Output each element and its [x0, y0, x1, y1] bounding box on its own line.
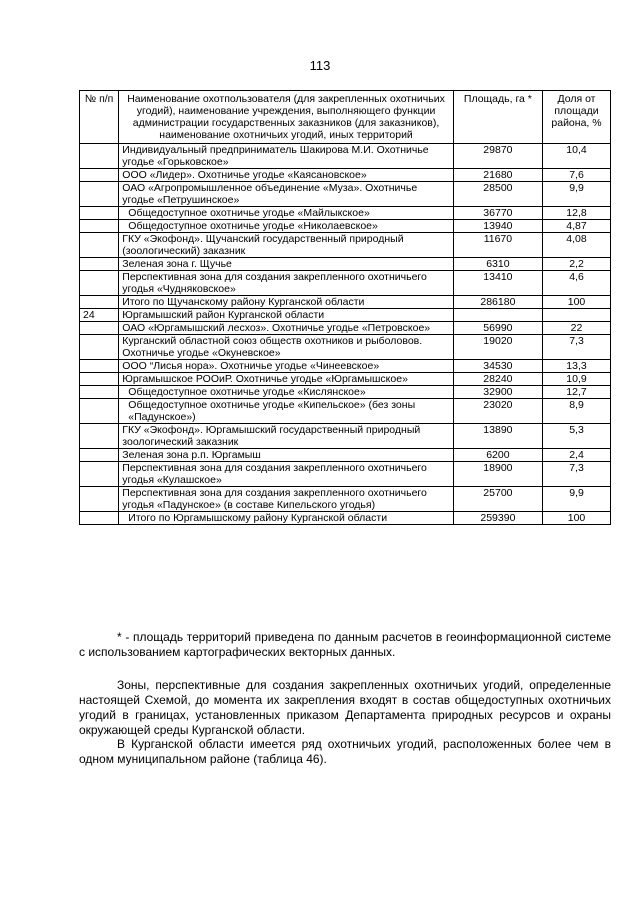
table-row	[80, 220, 611, 233]
row-share: 4,08	[543, 233, 611, 258]
row-name: ООО “Лисья нора». Охотничье угодье «Чинеевское»	[119, 360, 454, 373]
row-share: 4,87	[543, 220, 611, 233]
row-share	[543, 309, 611, 322]
table-row	[80, 335, 611, 360]
header-area: Площадь, га *	[453, 91, 542, 144]
row-area: 23020	[453, 399, 542, 424]
row-area: 13410	[453, 271, 542, 296]
row-area: 56990	[453, 322, 542, 335]
row-area	[453, 309, 542, 322]
row-num	[80, 424, 119, 449]
row-name: Перспективная зона для создания закрепленного охотничьего угодья «Падунское» (в составе Кипельского угодья)	[119, 487, 454, 512]
row-name: ОАО «Юргамышский лесхоз». Охотничье угодье «Петровское»	[119, 322, 454, 335]
row-num	[80, 386, 119, 399]
table-row	[80, 449, 611, 462]
row-name: Зеленая зона р.п. Юргамыш	[119, 449, 454, 462]
row-name: Итого по Щучанскому району Курганской области	[119, 296, 454, 309]
row-name: Курганский областной союз обществ охотников и рыболовов. Охотничье угодье «Окуневское»	[119, 335, 454, 360]
row-name: Общедоступное охотничье угодье «Николаевское»	[119, 220, 454, 233]
row-share: 22	[543, 322, 611, 335]
paragraph-zones	[79, 678, 611, 738]
row-area: 13890	[453, 424, 542, 449]
row-share: 9,9	[543, 487, 611, 512]
row-area: 259390	[453, 512, 542, 525]
table-row-district	[80, 309, 611, 322]
row-share: 12,8	[543, 207, 611, 220]
row-name: Юргамышский район Курганской области	[119, 309, 454, 322]
table-row	[80, 462, 611, 487]
row-num	[80, 449, 119, 462]
row-area: 6200	[453, 449, 542, 462]
table-row	[80, 182, 611, 207]
row-share: 100	[543, 296, 611, 309]
table-row	[80, 258, 611, 271]
row-area: 18900	[453, 462, 542, 487]
row-num	[80, 360, 119, 373]
header-num: № п/п	[80, 91, 119, 144]
footnote-text: * - площадь территорий приведена по данным расчетов в геоинформационной системе с использованием картографических векторных данных.	[79, 630, 611, 659]
header-share: Доля от площади района, %	[543, 91, 611, 144]
row-name: Общедоступное охотничье угодье «Кипельское» (без зоны «Падунское»)	[119, 399, 454, 424]
row-area: 29870	[453, 144, 542, 169]
row-num	[80, 207, 119, 220]
row-num	[80, 373, 119, 386]
row-name: ОАО «Агропромышленное объединение «Муза». Охотничье угодье «Петрушинское»	[119, 182, 454, 207]
row-share: 8,9	[543, 399, 611, 424]
row-share: 4,6	[543, 271, 611, 296]
row-area: 36770	[453, 207, 542, 220]
row-num	[80, 462, 119, 487]
row-num	[80, 233, 119, 258]
row-area: 25700	[453, 487, 542, 512]
table-row	[80, 399, 611, 424]
row-num	[80, 322, 119, 335]
hunting-grounds-table	[79, 90, 611, 525]
footnote	[79, 630, 611, 660]
row-share: 7,6	[543, 169, 611, 182]
row-name: Итого по Юргамышскому району Курганской области	[119, 512, 454, 525]
table-header-row	[80, 91, 611, 144]
row-num	[80, 399, 119, 424]
table-row	[80, 271, 611, 296]
table-row	[80, 207, 611, 220]
row-share: 9,9	[543, 182, 611, 207]
row-share: 7,3	[543, 335, 611, 360]
table-row	[80, 386, 611, 399]
row-name: Индивидуальный предприниматель Шакирова М.И. Охотничье угодье «Горьковское»	[119, 144, 454, 169]
row-area: 34530	[453, 360, 542, 373]
row-num	[80, 512, 119, 525]
row-name: Юргамышское РООиР. Охотничье угодье «Юргамышское»	[119, 373, 454, 386]
table-row	[80, 233, 611, 258]
paragraph-text: В Курганской области имеется ряд охотничьих угодий, расположенных более чем в одном муниципальном районе (таблица 46).	[79, 737, 611, 766]
row-area: 6310	[453, 258, 542, 271]
table-row	[80, 169, 611, 182]
row-num	[80, 220, 119, 233]
row-name: Зеленая зона г. Щучье	[119, 258, 454, 271]
row-area: 286180	[453, 296, 542, 309]
row-num	[80, 335, 119, 360]
table-row	[80, 373, 611, 386]
row-share: 7,3	[543, 462, 611, 487]
row-name: ООО «Лидер». Охотничье угодье «Каясановское»	[119, 169, 454, 182]
table-row	[80, 360, 611, 373]
table-row-total	[80, 512, 611, 525]
row-share: 10,4	[543, 144, 611, 169]
row-share: 100	[543, 512, 611, 525]
row-num	[80, 144, 119, 169]
row-share: 13,3	[543, 360, 611, 373]
row-num	[80, 258, 119, 271]
table-row	[80, 144, 611, 169]
row-share: 12,7	[543, 386, 611, 399]
row-name: Общедоступное охотничье угодье «Кислянское»	[119, 386, 454, 399]
row-share: 5,3	[543, 424, 611, 449]
row-area: 28500	[453, 182, 542, 207]
row-name: Перспективная зона для создания закрепленного охотничьего угодья «Чудняковское»	[119, 271, 454, 296]
table-row	[80, 424, 611, 449]
row-area: 32900	[453, 386, 542, 399]
row-area: 11670	[453, 233, 542, 258]
row-area: 28240	[453, 373, 542, 386]
header-name: Наименование охотпользователя (для закрепленных охотничьих угодий), наименование учреждения, выполняющего функции администрации государственных заказников (для заказников), наименование охотничьих угодий, иных территорий	[119, 91, 454, 144]
paragraph-multi-district	[79, 737, 611, 767]
row-num	[80, 182, 119, 207]
table-row-total	[80, 296, 611, 309]
row-num	[80, 169, 119, 182]
table-row	[80, 487, 611, 512]
row-share: 10,9	[543, 373, 611, 386]
row-name: ГКУ «Экофонд». Щучанский государственный природный (зоологический) заказник	[119, 233, 454, 258]
row-num	[80, 296, 119, 309]
row-num: 24	[80, 309, 119, 322]
row-name: Общедоступное охотничье угодье «Майлыкское»	[119, 207, 454, 220]
table-row	[80, 322, 611, 335]
row-num	[80, 271, 119, 296]
row-area: 13940	[453, 220, 542, 233]
page-number: 113	[309, 58, 331, 73]
row-share: 2,4	[543, 449, 611, 462]
row-area: 21680	[453, 169, 542, 182]
row-name: Перспективная зона для создания закрепленного охотничьего угодья «Кулашское»	[119, 462, 454, 487]
row-share: 2,2	[543, 258, 611, 271]
row-name: ГКУ «Экофонд». Юргамышский государственный природный зоологический заказник	[119, 424, 454, 449]
row-area: 19020	[453, 335, 542, 360]
paragraph-text: Зоны, перспективные для создания закрепленных охотничьих угодий, определенные настоящей Схемой, до момента их закрепления входят в состав общедоступных охотничьих угодий в границах, установленных приказом Департамента природных ресурсов и охраны окружающей среды Курганской области.	[79, 678, 611, 737]
row-num	[80, 487, 119, 512]
